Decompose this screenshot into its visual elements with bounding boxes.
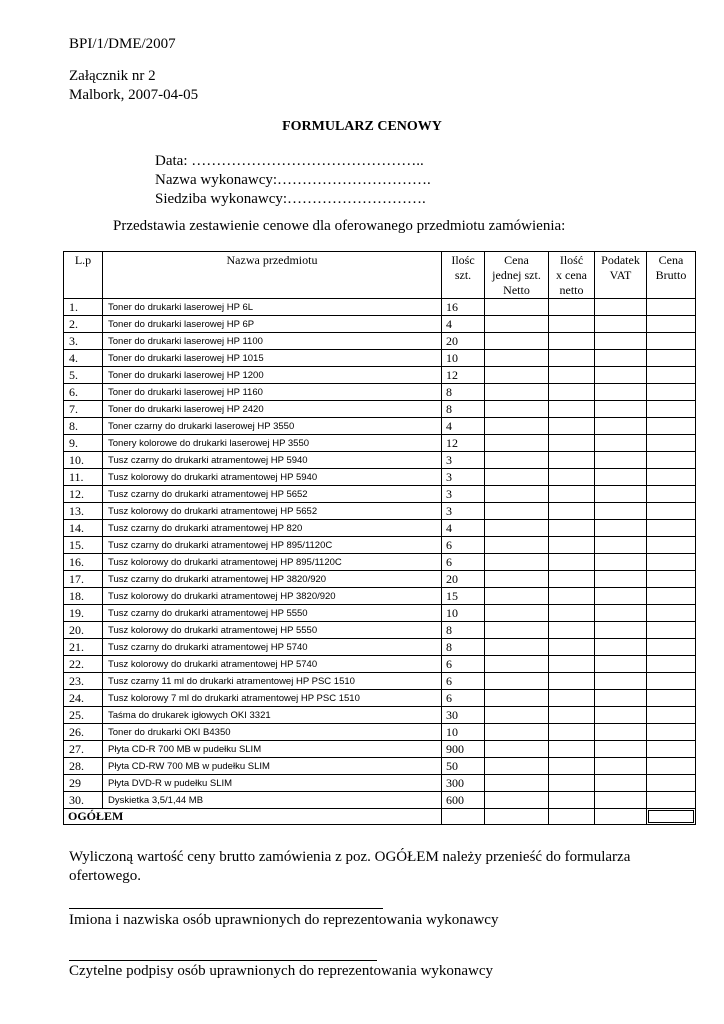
row-number: 27. <box>64 741 103 758</box>
table-row <box>64 435 696 452</box>
net-total-cell[interactable] <box>549 656 595 673</box>
table-row <box>64 418 696 435</box>
vat-cell[interactable] <box>595 350 647 367</box>
row-number: 22. <box>64 656 103 673</box>
gross-price-cell[interactable] <box>647 571 696 588</box>
table-row <box>64 707 696 724</box>
item-name: Toner do drukarki laserowej HP 6P <box>103 316 442 333</box>
header-qty-times-price <box>549 252 595 299</box>
unit-price-cell[interactable] <box>485 741 549 758</box>
date-field[interactable]: Data: ……………………………………….. <box>155 153 424 169</box>
table-row <box>64 741 696 758</box>
vat-cell[interactable] <box>595 758 647 775</box>
gross-price-cell[interactable] <box>647 469 696 486</box>
vat-cell[interactable] <box>595 469 647 486</box>
net-total-cell[interactable] <box>549 673 595 690</box>
net-total-cell[interactable] <box>549 758 595 775</box>
header-lp: L.p <box>64 252 103 299</box>
row-number: 6. <box>64 384 103 401</box>
intro-text: Przedstawia zestawienie cenowe dla oferowanego przedmiotu zamówienia: <box>113 218 566 234</box>
table-row <box>64 503 696 520</box>
row-number: 20. <box>64 622 103 639</box>
net-total-cell[interactable] <box>549 792 595 809</box>
gross-price-cell[interactable] <box>647 333 696 350</box>
vat-cell[interactable] <box>595 384 647 401</box>
attachment-label: Załącznik nr 2 <box>69 68 156 84</box>
table-row <box>64 537 696 554</box>
unit-price-cell[interactable] <box>485 656 549 673</box>
header-qty-times-price-line: Ilość <box>559 253 584 267</box>
row-number: 25. <box>64 707 103 724</box>
vat-cell[interactable] <box>595 452 647 469</box>
table-header-row <box>64 252 696 299</box>
net-total-cell[interactable] <box>549 469 595 486</box>
gross-price-cell[interactable] <box>647 622 696 639</box>
table-row <box>64 316 696 333</box>
table-row <box>64 724 696 741</box>
row-number: 17. <box>64 571 103 588</box>
vat-cell[interactable] <box>595 690 647 707</box>
vat-cell[interactable] <box>595 724 647 741</box>
unit-price-cell[interactable] <box>485 367 549 384</box>
unit-price-cell[interactable] <box>485 639 549 656</box>
item-name: Dyskietka 3,5/1,44 MB <box>103 792 442 809</box>
total-gross-cell[interactable] <box>647 809 696 825</box>
item-quantity: 600 <box>442 792 485 809</box>
vat-cell[interactable] <box>595 622 647 639</box>
unit-price-cell[interactable] <box>485 401 549 418</box>
item-name: Toner do drukarki OKI B4350 <box>103 724 442 741</box>
item-name: Płyta DVD-R w pudełku SLIM <box>103 775 442 792</box>
row-number: 15. <box>64 537 103 554</box>
vat-cell[interactable] <box>595 554 647 571</box>
table-row <box>64 605 696 622</box>
contractor-seat-field[interactable]: Siedziba wykonawcy:………………………. <box>155 191 426 207</box>
header-item-name: Nazwa przedmiotu <box>103 252 442 299</box>
item-quantity: 6 <box>442 656 485 673</box>
item-quantity: 30 <box>442 707 485 724</box>
item-quantity: 900 <box>442 741 485 758</box>
vat-cell[interactable] <box>595 367 647 384</box>
table-row <box>64 452 696 469</box>
header-unit-price <box>485 252 549 299</box>
table-row <box>64 469 696 486</box>
row-number: 13. <box>64 503 103 520</box>
row-number: 29 <box>64 775 103 792</box>
net-total-cell[interactable] <box>549 639 595 656</box>
row-number: 18. <box>64 588 103 605</box>
row-number: 11. <box>64 469 103 486</box>
net-total-cell[interactable] <box>549 452 595 469</box>
gross-price-cell[interactable] <box>647 435 696 452</box>
item-quantity: 10 <box>442 350 485 367</box>
unit-price-cell[interactable] <box>485 333 549 350</box>
vat-cell[interactable] <box>595 299 647 316</box>
item-name: Toner do drukarki laserowej HP 1160 <box>103 384 442 401</box>
gross-price-cell[interactable] <box>647 503 696 520</box>
header-quantity-line: szt. <box>454 268 472 282</box>
row-number: 8. <box>64 418 103 435</box>
row-number: 16. <box>64 554 103 571</box>
signature-line-names[interactable] <box>69 908 383 909</box>
signature-label-names: Imiona i nazwiska osób uprawnionych do reprezentowania wykonawcy <box>69 912 499 928</box>
item-quantity: 6 <box>442 673 485 690</box>
item-name: Tusz czarny do drukarki atramentowej HP 5550 <box>103 605 442 622</box>
header-gross-price-line: Brutto <box>655 268 687 282</box>
gross-price-cell[interactable] <box>647 299 696 316</box>
vat-cell[interactable] <box>595 605 647 622</box>
gross-price-cell[interactable] <box>647 758 696 775</box>
net-total-cell[interactable] <box>549 299 595 316</box>
item-quantity: 12 <box>442 435 485 452</box>
total-label: OGÓŁEM <box>64 809 442 825</box>
gross-price-cell[interactable] <box>647 588 696 605</box>
table-row <box>64 299 696 316</box>
row-number: 1. <box>64 299 103 316</box>
item-name: Toner do drukarki laserowej HP 2420 <box>103 401 442 418</box>
item-name: Toner do drukarki laserowej HP 1200 <box>103 367 442 384</box>
net-total-cell[interactable] <box>549 350 595 367</box>
item-quantity: 8 <box>442 639 485 656</box>
net-total-cell[interactable] <box>549 622 595 639</box>
gross-price-cell[interactable] <box>647 690 696 707</box>
row-number: 10. <box>64 452 103 469</box>
gross-price-cell[interactable] <box>647 775 696 792</box>
unit-price-cell[interactable] <box>485 520 549 537</box>
item-name: Toner do drukarki laserowej HP 1100 <box>103 333 442 350</box>
table-body <box>64 299 696 809</box>
gross-price-cell[interactable] <box>647 605 696 622</box>
gross-price-cell[interactable] <box>647 316 696 333</box>
row-number: 7. <box>64 401 103 418</box>
table-row <box>64 622 696 639</box>
unit-price-cell[interactable] <box>485 622 549 639</box>
signature-label-signatures: Czytelne podpisy osób uprawnionych do reprezentowania wykonawcy <box>69 963 494 979</box>
row-number: 28. <box>64 758 103 775</box>
net-total-cell[interactable] <box>549 503 595 520</box>
row-number: 14. <box>64 520 103 537</box>
net-total-cell[interactable] <box>549 741 595 758</box>
unit-price-cell[interactable] <box>485 792 549 809</box>
table-row <box>64 588 696 605</box>
item-name: Toner do drukarki laserowej HP 6L <box>103 299 442 316</box>
row-number: 4. <box>64 350 103 367</box>
table-row <box>64 486 696 503</box>
row-number: 23. <box>64 673 103 690</box>
item-quantity: 8 <box>442 622 485 639</box>
header-vat-line: Podatek <box>601 253 640 267</box>
item-name: Tusz czarny do drukarki atramentowej HP 820 <box>103 520 442 537</box>
vat-cell[interactable] <box>595 656 647 673</box>
table-row <box>64 554 696 571</box>
contractor-fields <box>155 152 431 209</box>
vat-cell[interactable] <box>595 588 647 605</box>
row-number: 9. <box>64 435 103 452</box>
unit-price-cell[interactable] <box>485 537 549 554</box>
vat-cell[interactable] <box>595 537 647 554</box>
net-total-cell[interactable] <box>549 316 595 333</box>
vat-cell[interactable] <box>595 775 647 792</box>
table-row <box>64 656 696 673</box>
table-row <box>64 401 696 418</box>
vat-cell[interactable] <box>595 401 647 418</box>
vat-cell[interactable] <box>595 486 647 503</box>
row-number: 26. <box>64 724 103 741</box>
item-name: Tusz czarny do drukarki atramentowej HP 895/1120C <box>103 537 442 554</box>
header-unit-price-line: Netto <box>503 283 530 297</box>
item-quantity: 6 <box>442 554 485 571</box>
gross-price-cell[interactable] <box>647 656 696 673</box>
contractor-name-field[interactable]: Nazwa wykonawcy:…………………………. <box>155 172 431 188</box>
header-vat <box>595 252 647 299</box>
vat-cell[interactable] <box>595 707 647 724</box>
item-quantity: 20 <box>442 333 485 350</box>
unit-price-cell[interactable] <box>485 690 549 707</box>
item-name: Taśma do drukarek igłowych OKI 3321 <box>103 707 442 724</box>
net-total-cell[interactable] <box>549 707 595 724</box>
gross-price-cell[interactable] <box>647 741 696 758</box>
net-total-cell[interactable] <box>549 537 595 554</box>
unit-price-cell[interactable] <box>485 571 549 588</box>
net-total-cell[interactable] <box>549 418 595 435</box>
table-row <box>64 333 696 350</box>
vat-cell[interactable] <box>595 520 647 537</box>
header-unit-price-line: jednej szt. <box>492 268 541 282</box>
table-row <box>64 792 696 809</box>
table-row <box>64 520 696 537</box>
vat-cell[interactable] <box>595 673 647 690</box>
net-total-cell[interactable] <box>549 486 595 503</box>
net-total-cell[interactable] <box>549 775 595 792</box>
row-number: 24. <box>64 690 103 707</box>
unit-price-cell[interactable] <box>485 605 549 622</box>
gross-price-cell[interactable] <box>647 673 696 690</box>
item-quantity: 10 <box>442 605 485 622</box>
vat-cell[interactable] <box>595 333 647 350</box>
header-vat-line: VAT <box>609 268 632 282</box>
item-name: Tusz czarny do drukarki atramentowej HP 5940 <box>103 452 442 469</box>
item-name: Tusz kolorowy do drukarki atramentowej HP 5940 <box>103 469 442 486</box>
table-row <box>64 571 696 588</box>
unit-price-cell[interactable] <box>485 299 549 316</box>
item-name: Tusz kolorowy do drukarki atramentowej HP 5740 <box>103 656 442 673</box>
total-row <box>64 809 696 825</box>
net-total-cell[interactable] <box>549 571 595 588</box>
gross-price-cell[interactable] <box>647 639 696 656</box>
unit-price-cell[interactable] <box>485 707 549 724</box>
header-unit-price-line: Cena <box>504 253 529 267</box>
item-quantity: 6 <box>442 690 485 707</box>
vat-cell[interactable] <box>595 571 647 588</box>
total-net-cell[interactable] <box>549 809 595 825</box>
table-row <box>64 350 696 367</box>
item-name: Tusz czarny do drukarki atramentowej HP 3820/920 <box>103 571 442 588</box>
net-total-cell[interactable] <box>549 724 595 741</box>
vat-cell[interactable] <box>595 503 647 520</box>
net-total-cell[interactable] <box>549 690 595 707</box>
gross-price-cell[interactable] <box>647 724 696 741</box>
gross-price-cell[interactable] <box>647 384 696 401</box>
unit-price-cell[interactable] <box>485 588 549 605</box>
vat-cell[interactable] <box>595 316 647 333</box>
signature-line-signatures[interactable] <box>69 960 377 961</box>
item-quantity: 8 <box>442 401 485 418</box>
unit-price-cell[interactable] <box>485 486 549 503</box>
gross-price-cell[interactable] <box>647 554 696 571</box>
vat-cell[interactable] <box>595 435 647 452</box>
net-total-cell[interactable] <box>549 554 595 571</box>
document-reference: BPI/1/DME/2007 <box>69 36 176 52</box>
unit-price-cell[interactable] <box>485 673 549 690</box>
item-name: Tusz kolorowy do drukarki atramentowej HP 5550 <box>103 622 442 639</box>
item-quantity: 16 <box>442 299 485 316</box>
net-total-cell[interactable] <box>549 435 595 452</box>
item-quantity: 8 <box>442 384 485 401</box>
net-total-cell[interactable] <box>549 520 595 537</box>
unit-price-cell[interactable] <box>485 435 549 452</box>
unit-price-cell[interactable] <box>485 758 549 775</box>
item-name: Toner do drukarki laserowej HP 1015 <box>103 350 442 367</box>
item-quantity: 10 <box>442 724 485 741</box>
header-gross-price-line: Cena <box>658 253 684 267</box>
item-name: Tusz czarny 11 ml do drukarki atramentowej HP PSC 1510 <box>103 673 442 690</box>
gross-price-cell[interactable] <box>647 401 696 418</box>
unit-price-cell[interactable] <box>485 469 549 486</box>
item-quantity: 3 <box>442 486 485 503</box>
item-name: Toner czarny do drukarki laserowej HP 3550 <box>103 418 442 435</box>
unit-price-cell[interactable] <box>485 350 549 367</box>
header-quantity <box>442 252 485 299</box>
item-name: Tonery kolorowe do drukarki laserowej HP 3550 <box>103 435 442 452</box>
row-number: 2. <box>64 316 103 333</box>
vat-cell[interactable] <box>595 741 647 758</box>
table-row <box>64 384 696 401</box>
table-row <box>64 758 696 775</box>
gross-price-cell[interactable] <box>647 486 696 503</box>
total-vat-cell[interactable] <box>595 809 647 825</box>
place-and-date: Malbork, 2007-04-05 <box>69 87 199 103</box>
item-quantity: 3 <box>442 469 485 486</box>
net-total-cell[interactable] <box>549 333 595 350</box>
item-name: Tusz kolorowy do drukarki atramentowej HP 3820/920 <box>103 588 442 605</box>
unit-price-cell[interactable] <box>485 452 549 469</box>
item-quantity: 4 <box>442 316 485 333</box>
item-quantity: 50 <box>442 758 485 775</box>
item-quantity: 15 <box>442 588 485 605</box>
item-quantity: 6 <box>442 537 485 554</box>
row-number: 21. <box>64 639 103 656</box>
unit-price-cell[interactable] <box>485 554 549 571</box>
item-name: Tusz czarny do drukarki atramentowej HP 5652 <box>103 486 442 503</box>
total-gross-box <box>648 810 694 823</box>
item-quantity: 3 <box>442 452 485 469</box>
net-total-cell[interactable] <box>549 605 595 622</box>
gross-price-cell[interactable] <box>647 350 696 367</box>
unit-price-cell[interactable] <box>485 775 549 792</box>
table-row <box>64 673 696 690</box>
item-name: Tusz kolorowy 7 ml do drukarki atramentowej HP PSC 1510 <box>103 690 442 707</box>
item-name: Płyta CD-RW 700 MB w pudełku SLIM <box>103 758 442 775</box>
item-name: Płyta CD-R 700 MB w pudełku SLIM <box>103 741 442 758</box>
gross-price-cell[interactable] <box>647 537 696 554</box>
net-total-cell[interactable] <box>549 384 595 401</box>
item-quantity: 3 <box>442 503 485 520</box>
item-quantity: 4 <box>442 418 485 435</box>
row-number: 3. <box>64 333 103 350</box>
header-qty-times-price-line: x cena <box>556 268 587 282</box>
gross-price-cell[interactable] <box>647 452 696 469</box>
total-unit-price-cell <box>485 809 549 825</box>
vat-cell[interactable] <box>595 639 647 656</box>
item-quantity: 12 <box>442 367 485 384</box>
table-row <box>64 775 696 792</box>
table-row <box>64 690 696 707</box>
unit-price-cell[interactable] <box>485 724 549 741</box>
vat-cell[interactable] <box>595 418 647 435</box>
table-row <box>64 367 696 384</box>
gross-price-cell[interactable] <box>647 367 696 384</box>
item-quantity: 300 <box>442 775 485 792</box>
gross-price-cell[interactable] <box>647 418 696 435</box>
row-number: 5. <box>64 367 103 384</box>
total-quantity-cell <box>442 809 485 825</box>
unit-price-cell[interactable] <box>485 418 549 435</box>
item-name: Tusz kolorowy do drukarki atramentowej HP 5652 <box>103 503 442 520</box>
item-quantity: 4 <box>442 520 485 537</box>
instruction-note: Wyliczoną wartość ceny brutto zamówienia z poz. OGÓŁEM należy przenieść do formularza ofertowego. <box>69 849 631 884</box>
price-table <box>63 251 696 825</box>
header-gross-price <box>647 252 696 299</box>
row-number: 19. <box>64 605 103 622</box>
header-qty-times-price-line: netto <box>559 283 584 297</box>
unit-price-cell[interactable] <box>485 316 549 333</box>
item-quantity: 20 <box>442 571 485 588</box>
header-quantity-line: Ilośc <box>451 253 475 267</box>
gross-price-cell[interactable] <box>647 792 696 809</box>
row-number: 30. <box>64 792 103 809</box>
unit-price-cell[interactable] <box>485 503 549 520</box>
table-row <box>64 639 696 656</box>
item-name: Tusz kolorowy do drukarki atramentowej HP 895/1120C <box>103 554 442 571</box>
net-total-cell[interactable] <box>549 588 595 605</box>
unit-price-cell[interactable] <box>485 384 549 401</box>
item-name: Tusz czarny do drukarki atramentowej HP 5740 <box>103 639 442 656</box>
vat-cell[interactable] <box>595 792 647 809</box>
net-total-cell[interactable] <box>549 367 595 384</box>
row-number: 12. <box>64 486 103 503</box>
gross-price-cell[interactable] <box>647 707 696 724</box>
net-total-cell[interactable] <box>549 401 595 418</box>
gross-price-cell[interactable] <box>647 520 696 537</box>
page-title: FORMULARZ CENOWY <box>282 119 442 134</box>
